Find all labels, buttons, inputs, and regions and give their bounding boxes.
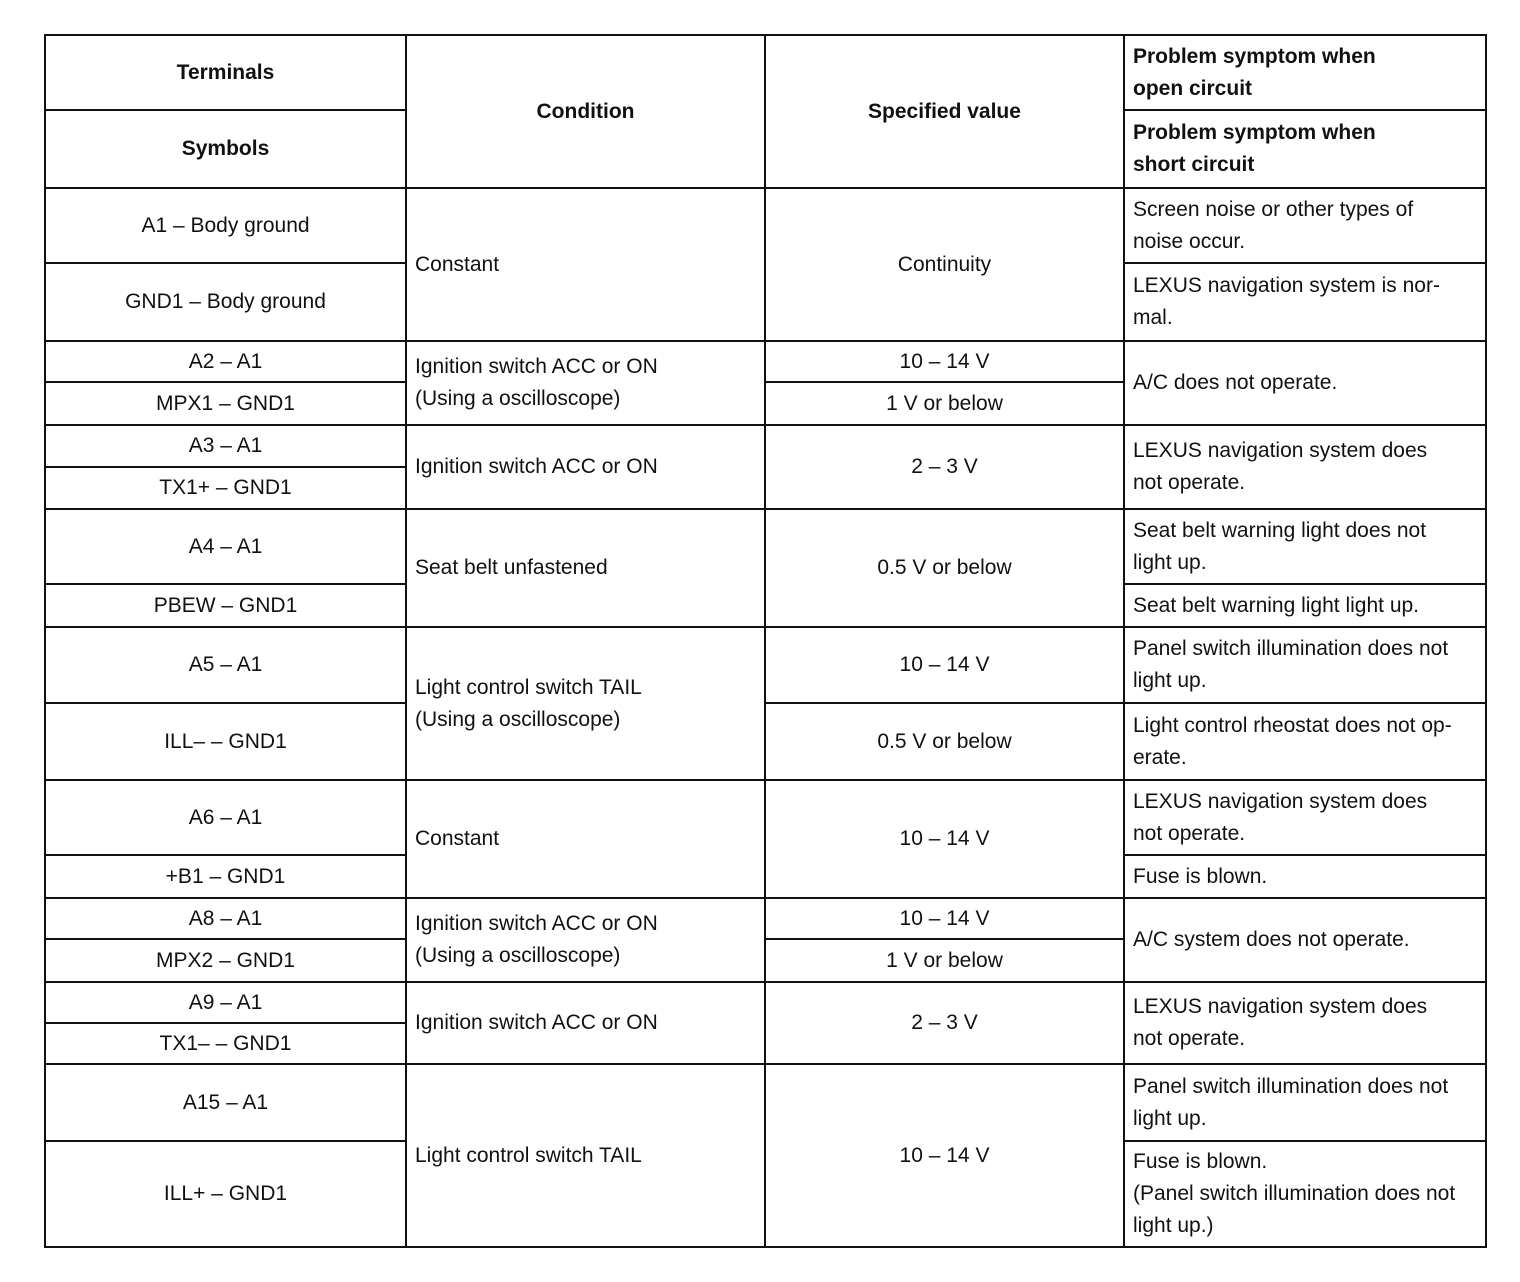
symbol-cell: MPX2 – GND1 — [45, 939, 406, 982]
symptom-short-cell: Fuse is blown. (Panel switch illumination does not light up.) — [1124, 1141, 1486, 1247]
header-terminals: Terminals — [45, 35, 406, 110]
table-row — [45, 341, 1486, 382]
symptom-short-cell: Seat belt warning light light up. — [1124, 584, 1486, 627]
header-specified-value: Specified value — [765, 35, 1124, 188]
symbol-cell: ILL+ – GND1 — [45, 1141, 406, 1247]
table-row — [45, 188, 1486, 263]
symbol-cell: TX1+ – GND1 — [45, 467, 406, 509]
symbol-cell: PBEW – GND1 — [45, 584, 406, 627]
symptom-open-cell: LEXUS navigation system does not operate. — [1124, 425, 1486, 509]
symptom-open-cell: LEXUS navigation system does not operate. — [1124, 780, 1486, 855]
symptom-short-cell: LEXUS navigation system is nor- mal. — [1124, 263, 1486, 341]
terminal-inspection-table — [44, 34, 1487, 1248]
table-row — [45, 509, 1486, 584]
symbol-cell: ILL– – GND1 — [45, 703, 406, 780]
value-cell: 2 – 3 V — [765, 982, 1124, 1064]
value-cell: 10 – 14 V — [765, 1064, 1124, 1247]
symptom-open-cell: A/C system does not operate. — [1124, 898, 1486, 982]
header-row — [45, 35, 1486, 110]
value-cell: 0.5 V or below — [765, 509, 1124, 627]
condition-cell: Light control switch TAIL (Using a oscilloscope) — [406, 627, 765, 780]
symptom-open-cell: Seat belt warning light does not light up. — [1124, 509, 1486, 584]
condition-cell: Constant — [406, 780, 765, 898]
header-symptom-open: Problem symptom when open circuit — [1124, 35, 1486, 110]
symbol-cell: GND1 – Body ground — [45, 263, 406, 341]
table-row — [45, 780, 1486, 855]
terminal-cell: A6 – A1 — [45, 780, 406, 855]
condition-cell: Ignition switch ACC or ON (Using a oscilloscope) — [406, 341, 765, 425]
terminal-cell: A8 – A1 — [45, 898, 406, 939]
table-row — [45, 425, 1486, 467]
value-cell: Continuity — [765, 188, 1124, 341]
symptom-open-cell: Panel switch illumination does not light up. — [1124, 627, 1486, 703]
table-row — [45, 703, 1486, 780]
symptom-open-cell: Panel switch illumination does not light up. — [1124, 1064, 1486, 1141]
header-condition: Condition — [406, 35, 765, 188]
terminal-cell: A3 – A1 — [45, 425, 406, 467]
value-cell: 1 V or below — [765, 939, 1124, 982]
symbol-cell: MPX1 – GND1 — [45, 382, 406, 425]
value-cell: 10 – 14 V — [765, 341, 1124, 382]
condition-cell: Constant — [406, 188, 765, 341]
symptom-open-cell: Screen noise or other types of noise occur. — [1124, 188, 1486, 263]
condition-cell: Seat belt unfastened — [406, 509, 765, 627]
terminal-cell: A9 – A1 — [45, 982, 406, 1023]
table-row — [45, 1064, 1486, 1141]
condition-cell: Ignition switch ACC or ON — [406, 425, 765, 509]
condition-cell: Ignition switch ACC or ON (Using a oscilloscope) — [406, 898, 765, 982]
terminal-cell: A1 – Body ground — [45, 188, 406, 263]
symbol-cell: TX1– – GND1 — [45, 1023, 406, 1064]
terminal-cell: A5 – A1 — [45, 627, 406, 703]
value-cell: 10 – 14 V — [765, 898, 1124, 939]
terminal-cell: A15 – A1 — [45, 1064, 406, 1141]
table-row — [45, 982, 1486, 1023]
value-cell: 1 V or below — [765, 382, 1124, 425]
header-symptom-short: Problem symptom when short circuit — [1124, 110, 1486, 188]
table-row — [45, 627, 1486, 703]
value-cell: 2 – 3 V — [765, 425, 1124, 509]
condition-cell: Light control switch TAIL — [406, 1064, 765, 1247]
header-symbols: Symbols — [45, 110, 406, 188]
table-row — [45, 898, 1486, 939]
symptom-open-cell: A/C does not operate. — [1124, 341, 1486, 425]
terminal-cell: A2 – A1 — [45, 341, 406, 382]
value-cell: 0.5 V or below — [765, 703, 1124, 780]
value-cell: 10 – 14 V — [765, 627, 1124, 703]
symptom-open-cell: LEXUS navigation system does not operate. — [1124, 982, 1486, 1064]
symptom-short-cell: Light control rheostat does not op- erate. — [1124, 703, 1486, 780]
condition-cell: Ignition switch ACC or ON — [406, 982, 765, 1064]
symbol-cell: +B1 – GND1 — [45, 855, 406, 898]
value-cell: 10 – 14 V — [765, 780, 1124, 898]
symptom-short-cell: Fuse is blown. — [1124, 855, 1486, 898]
terminal-cell: A4 – A1 — [45, 509, 406, 584]
